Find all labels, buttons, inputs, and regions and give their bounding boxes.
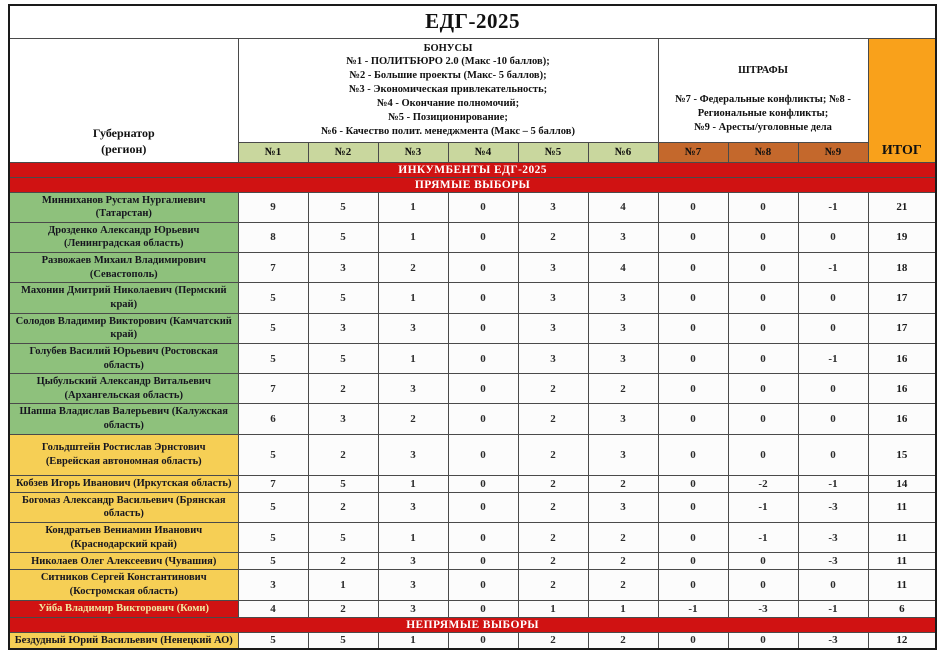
table-row (9, 570, 936, 600)
score-cell-n6: 4 (588, 192, 658, 222)
governor-label-line2: (регион) (101, 142, 147, 157)
score-cell-n1: 5 (238, 343, 308, 373)
total-cell: 6 (868, 600, 936, 617)
score-cell-n4: 0 (448, 343, 518, 373)
score-cell-n1: 6 (238, 404, 308, 434)
score-cell-n3: 3 (378, 434, 448, 475)
score-cell-n6: 3 (588, 492, 658, 522)
score-cell-n2: 5 (308, 523, 378, 553)
governor-name-cell: Махонин Дмитрий Николаевич (Пермский край) (9, 283, 238, 313)
score-cell-n6: 2 (588, 523, 658, 553)
governor-name-cell: Бездудный Юрий Васильевич (Ненецкий АО) (9, 632, 238, 649)
score-cell-n4: 0 (448, 492, 518, 522)
table-row (9, 343, 936, 373)
table-row (9, 632, 936, 649)
table-row (9, 222, 936, 252)
governor-name-cell: Шапша Владислав Валерьевич (Калужская область) (9, 404, 238, 434)
score-cell-n4: 0 (448, 523, 518, 553)
score-cell-n6: 3 (588, 434, 658, 475)
governor-label-line1: Губернатор (92, 126, 155, 141)
table-row (9, 192, 936, 222)
score-cell-n5: 2 (518, 222, 588, 252)
score-cell-n9: -1 (798, 253, 868, 283)
score-cell-n5: 2 (518, 434, 588, 475)
score-cell-n9: 0 (798, 222, 868, 252)
bonus-line-5: №5 - Позиционирование; (388, 111, 508, 123)
score-cell-n7: -1 (658, 600, 728, 617)
governor-name-cell: Уйба Владимир Викторович (Коми) (9, 600, 238, 617)
score-cell-n4: 0 (448, 600, 518, 617)
score-cell-n7: 0 (658, 632, 728, 649)
score-cell-n7: 0 (658, 374, 728, 404)
score-cell-n2: 2 (308, 434, 378, 475)
score-cell-n9: -1 (798, 192, 868, 222)
score-column-header-2: №2 (308, 142, 378, 162)
penalties-header (658, 38, 868, 142)
score-cell-n2: 5 (308, 343, 378, 373)
header-description-row (9, 38, 936, 142)
score-cell-n6: 2 (588, 632, 658, 649)
bonuses-header (238, 38, 658, 142)
score-cell-n6: 2 (588, 374, 658, 404)
score-cell-n7: 0 (658, 253, 728, 283)
table-row (9, 600, 936, 617)
score-column-header-5: №5 (518, 142, 588, 162)
score-cell-n6: 1 (588, 600, 658, 617)
score-cell-n2: 5 (308, 192, 378, 222)
score-cell-n8: 0 (728, 632, 798, 649)
score-cell-n9: 0 (798, 283, 868, 313)
score-cell-n3: 3 (378, 570, 448, 600)
score-cell-n5: 2 (518, 632, 588, 649)
score-cell-n8: 0 (728, 283, 798, 313)
score-cell-n9: -3 (798, 553, 868, 570)
score-cell-n6: 2 (588, 475, 658, 492)
score-cell-n8: 0 (728, 192, 798, 222)
score-cell-n3: 1 (378, 283, 448, 313)
score-cell-n7: 0 (658, 553, 728, 570)
score-cell-n8: -1 (728, 492, 798, 522)
score-cell-n3: 2 (378, 404, 448, 434)
total-cell: 12 (868, 632, 936, 649)
governor-name-cell: Минниханов Рустам Нургалиевич (Татарстан) (9, 192, 238, 222)
score-cell-n7: 0 (658, 570, 728, 600)
governor-column-header (9, 38, 238, 162)
score-cell-n4: 0 (448, 283, 518, 313)
total-cell: 14 (868, 475, 936, 492)
score-cell-n9: 0 (798, 404, 868, 434)
score-cell-n9: -3 (798, 523, 868, 553)
incumbents-banner-row (9, 162, 936, 177)
indirect-elections-banner-row (9, 617, 936, 632)
score-cell-n1: 5 (238, 492, 308, 522)
score-cell-n8: 0 (728, 404, 798, 434)
total-cell: 11 (868, 570, 936, 600)
score-cell-n2: 3 (308, 253, 378, 283)
score-cell-n4: 0 (448, 570, 518, 600)
score-cell-n2: 2 (308, 374, 378, 404)
score-column-header-3: №3 (378, 142, 448, 162)
score-cell-n2: 5 (308, 222, 378, 252)
score-cell-n6: 3 (588, 343, 658, 373)
governor-name-cell: Ситников Сергей Константинович (Костромская область) (9, 570, 238, 600)
total-cell: 19 (868, 222, 936, 252)
table-row (9, 313, 936, 343)
score-cell-n1: 5 (238, 632, 308, 649)
score-cell-n7: 0 (658, 192, 728, 222)
score-cell-n5: 3 (518, 192, 588, 222)
score-cell-n7: 0 (658, 222, 728, 252)
total-cell: 17 (868, 283, 936, 313)
score-cell-n4: 0 (448, 434, 518, 475)
score-cell-n1: 5 (238, 553, 308, 570)
penalty-line-2: №9 - Аресты/уголовные дела (694, 122, 832, 134)
score-column-header-1: №1 (238, 142, 308, 162)
score-cell-n7: 0 (658, 404, 728, 434)
total-column-header: ИТОГ (868, 38, 936, 162)
score-cell-n3: 1 (378, 475, 448, 492)
score-cell-n7: 0 (658, 283, 728, 313)
total-cell: 11 (868, 492, 936, 522)
score-cell-n8: -2 (728, 475, 798, 492)
score-cell-n1: 7 (238, 253, 308, 283)
score-cell-n2: 2 (308, 492, 378, 522)
score-cell-n4: 0 (448, 475, 518, 492)
score-cell-n1: 3 (238, 570, 308, 600)
governor-name-cell: Гольдштейн Ростислав Эрнстович (Еврейская автономная область) (9, 434, 238, 475)
table-row (9, 253, 936, 283)
score-cell-n2: 3 (308, 404, 378, 434)
score-column-header-9: №9 (798, 142, 868, 162)
score-cell-n5: 2 (518, 553, 588, 570)
score-cell-n4: 0 (448, 404, 518, 434)
score-cell-n8: -3 (728, 600, 798, 617)
score-cell-n5: 2 (518, 374, 588, 404)
table-row (9, 434, 936, 475)
total-cell: 11 (868, 523, 936, 553)
score-cell-n5: 3 (518, 253, 588, 283)
table-row (9, 283, 936, 313)
score-cell-n8: 0 (728, 434, 798, 475)
score-cell-n8: 0 (728, 374, 798, 404)
score-cell-n5: 3 (518, 313, 588, 343)
score-cell-n1: 5 (238, 523, 308, 553)
bonus-line-3: №3 - Экономическая привлекательность; (348, 84, 548, 96)
score-cell-n6: 4 (588, 253, 658, 283)
direct-elections-banner-row (9, 177, 936, 192)
score-cell-n9: -3 (798, 632, 868, 649)
score-cell-n9: 0 (798, 434, 868, 475)
page-title: ЕДГ-2025 (9, 5, 936, 38)
direct-elections-banner: ПРЯМЫЕ ВЫБОРЫ (9, 177, 936, 192)
bonus-line-6: №6 - Качество полит. менеджмента (Макс – 5 баллов) (321, 125, 575, 137)
score-cell-n9: -3 (798, 492, 868, 522)
score-cell-n5: 2 (518, 404, 588, 434)
governor-name-cell: Николаев Олег Алексеевич (Чувашия) (9, 553, 238, 570)
total-cell: 16 (868, 343, 936, 373)
table-row (9, 553, 936, 570)
table-row (9, 374, 936, 404)
score-cell-n2: 3 (308, 313, 378, 343)
score-cell-n4: 0 (448, 553, 518, 570)
score-cell-n7: 0 (658, 313, 728, 343)
total-cell: 11 (868, 553, 936, 570)
total-cell: 15 (868, 434, 936, 475)
governor-name-cell: Богомаз Александр Васильевич (Брянская область) (9, 492, 238, 522)
score-cell-n5: 3 (518, 283, 588, 313)
total-cell: 18 (868, 253, 936, 283)
score-cell-n4: 0 (448, 632, 518, 649)
score-cell-n1: 4 (238, 600, 308, 617)
score-cell-n9: 0 (798, 570, 868, 600)
score-cell-n2: 2 (308, 553, 378, 570)
governor-name-cell: Кондратьев Вениамин Иванович (Краснодарский край) (9, 523, 238, 553)
score-cell-n5: 2 (518, 492, 588, 522)
score-cell-n3: 1 (378, 192, 448, 222)
score-cell-n4: 0 (448, 192, 518, 222)
score-cell-n3: 3 (378, 374, 448, 404)
rating-table (8, 4, 937, 650)
governor-name-cell: Солодов Владимир Викторович (Камчатский край) (9, 313, 238, 343)
total-cell: 21 (868, 192, 936, 222)
score-cell-n7: 0 (658, 434, 728, 475)
indirect-elections-banner: НЕПРЯМЫЕ ВЫБОРЫ (9, 617, 936, 632)
score-column-header-8: №8 (728, 142, 798, 162)
score-cell-n3: 3 (378, 600, 448, 617)
score-column-header-7: №7 (658, 142, 728, 162)
score-cell-n5: 1 (518, 600, 588, 617)
table-row (9, 523, 936, 553)
score-cell-n2: 5 (308, 283, 378, 313)
score-cell-n3: 3 (378, 492, 448, 522)
score-cell-n2: 5 (308, 632, 378, 649)
score-cell-n6: 2 (588, 553, 658, 570)
score-cell-n6: 3 (588, 222, 658, 252)
score-cell-n9: 0 (798, 313, 868, 343)
score-cell-n2: 1 (308, 570, 378, 600)
score-cell-n3: 1 (378, 343, 448, 373)
total-cell: 17 (868, 313, 936, 343)
total-cell: 16 (868, 374, 936, 404)
score-cell-n3: 3 (378, 313, 448, 343)
score-cell-n7: 0 (658, 343, 728, 373)
score-cell-n6: 3 (588, 283, 658, 313)
penalties-title: ШТРАФЫ (738, 64, 788, 76)
score-cell-n8: 0 (728, 553, 798, 570)
table-row (9, 404, 936, 434)
total-cell: 16 (868, 404, 936, 434)
governor-name-cell: Голубев Василий Юрьевич (Ростовская область) (9, 343, 238, 373)
table-row (9, 492, 936, 522)
governor-name-cell: Дрозденко Александр Юрьевич (Ленинградская область) (9, 222, 238, 252)
score-cell-n3: 1 (378, 523, 448, 553)
score-cell-n2: 5 (308, 475, 378, 492)
score-cell-n3: 1 (378, 222, 448, 252)
score-cell-n1: 8 (238, 222, 308, 252)
score-cell-n4: 0 (448, 374, 518, 404)
score-cell-n9: -1 (798, 600, 868, 617)
title-row (9, 5, 936, 38)
score-cell-n5: 2 (518, 475, 588, 492)
score-cell-n2: 2 (308, 600, 378, 617)
score-cell-n7: 0 (658, 492, 728, 522)
score-cell-n3: 2 (378, 253, 448, 283)
score-cell-n8: -1 (728, 523, 798, 553)
score-cell-n7: 0 (658, 523, 728, 553)
score-cell-n3: 3 (378, 553, 448, 570)
score-cell-n8: 0 (728, 570, 798, 600)
score-cell-n6: 2 (588, 570, 658, 600)
score-column-header-6: №6 (588, 142, 658, 162)
score-cell-n6: 3 (588, 313, 658, 343)
score-column-header-4: №4 (448, 142, 518, 162)
bonus-line-4: №4 - Окончание полномочий; (376, 97, 520, 109)
penalty-line-1: №7 - Федеральные конфликты; №8 - Региональные конфликты; (675, 94, 851, 120)
score-cell-n1: 7 (238, 475, 308, 492)
score-cell-n4: 0 (448, 222, 518, 252)
score-cell-n5: 2 (518, 523, 588, 553)
score-cell-n1: 9 (238, 192, 308, 222)
score-cell-n5: 2 (518, 570, 588, 600)
governor-name-cell: Развожаев Михаил Владимирович (Севастополь) (9, 253, 238, 283)
score-cell-n9: -1 (798, 343, 868, 373)
score-cell-n7: 0 (658, 475, 728, 492)
score-cell-n3: 1 (378, 632, 448, 649)
score-cell-n1: 7 (238, 374, 308, 404)
governor-name-cell: Цыбульский Александр Витальевич (Архангельская область) (9, 374, 238, 404)
table-row (9, 475, 936, 492)
score-cell-n4: 0 (448, 313, 518, 343)
score-cell-n8: 0 (728, 343, 798, 373)
score-cell-n8: 0 (728, 253, 798, 283)
bonus-line-1: №1 - ПОЛИТБЮРО 2.0 (Макс -10 баллов); (346, 56, 550, 68)
score-cell-n1: 5 (238, 283, 308, 313)
score-cell-n9: 0 (798, 374, 868, 404)
score-cell-n8: 0 (728, 313, 798, 343)
bonuses-title: БОНУСЫ (423, 42, 473, 54)
score-cell-n4: 0 (448, 253, 518, 283)
bonus-line-2: №2 - Большие проекты (Макс- 5 баллов); (349, 70, 547, 82)
governor-name-cell: Кобзев Игорь Иванович (Иркутская область) (9, 475, 238, 492)
score-cell-n8: 0 (728, 222, 798, 252)
score-cell-n1: 5 (238, 313, 308, 343)
score-cell-n6: 3 (588, 404, 658, 434)
incumbents-banner: ИНКУМБЕНТЫ ЕДГ-2025 (9, 162, 936, 177)
score-cell-n9: -1 (798, 475, 868, 492)
score-cell-n1: 5 (238, 434, 308, 475)
score-cell-n5: 3 (518, 343, 588, 373)
